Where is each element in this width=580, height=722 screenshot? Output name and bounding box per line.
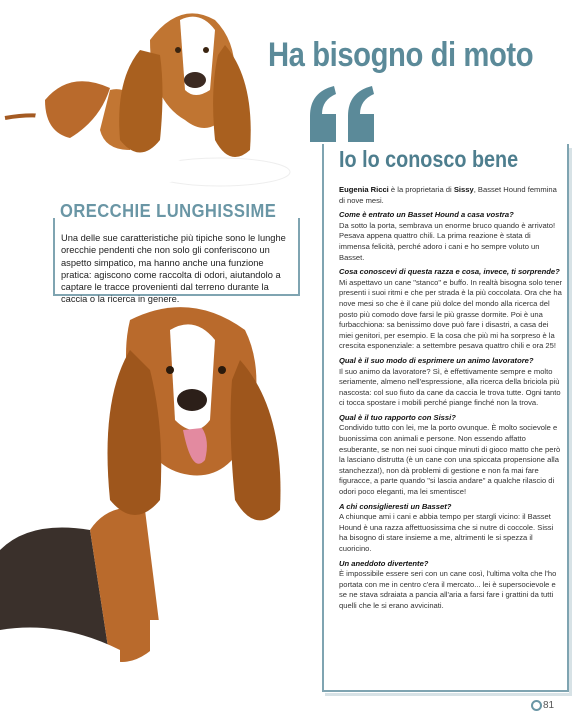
left-caption-title: ORECCHIE LUNGHISSIME <box>60 201 277 221</box>
interview-title: Io lo conosco bene <box>339 146 519 172</box>
question: Cosa conoscevi di questa razza e cosa, invece, ti sorprende? <box>339 267 560 277</box>
headline: Ha bisogno di moto <box>268 36 534 74</box>
question: Come è entrato un Basset Hound a casa vostra? <box>339 210 514 220</box>
question: Un aneddoto divertente? <box>339 558 429 568</box>
answer: A chiunque ami i cani e abbia tempo per stargli vicino: il Basset Hound è una razza affettuosissima che si nutre di coccole. Sissi ha bisogno di stare insieme a me, altrimenti le si spezza il cuoricino. <box>339 512 554 553</box>
interview-intro: Eugenia Ricci è la proprietaria di Sissy, Basset Hound femmina di nove mesi. <box>339 185 557 205</box>
answer: Da sotto la porta, sembrava un enorme bruco quando è arrivato! Pesava appena quattro chili. La prima reazione è stata di immensa felicità, perché adoro i cani e ho sempre voluto un Basset. <box>339 220 556 262</box>
question: A chi consiglieresti un Basset? <box>339 501 452 511</box>
interview-content <box>339 185 563 612</box>
answer: Mi aspettavo un cane "stanco" e buffo. In realtà bisogna solo tener presenti i suoi ritmi e che per strada è la più coccolata. Ora che ha nove mesi so che è il cane più dolce del mondo alla ricerca del posto più comodo dove farsi le più grasse dormite. Poi è una furbacchiona: sa benissimo dove può fare i disastri, a casa dei miei genitori, per esempio. E la cosa che più mi ha sorpreso è la crescita esponenziale: a settembre pesava quattro chili e ora 25! <box>339 277 563 351</box>
question: Qual è il tuo rapporto con Sissi? <box>339 412 456 422</box>
answer: È impossibile essere seri con un cane così, l'ultima volta che l'ho portata con me in centro c'era il mercato... lei è supersocievole e se ne stava sdraiata a pancia all'aria a farsi fare i grattini da tutti quelli che le si erano avvicinati. <box>339 569 557 610</box>
question: Qual è il suo modo di esprimere un animo lavoratore? <box>339 355 534 365</box>
owner-name: Eugenia Ricci <box>339 185 389 194</box>
dog-name: Sissy <box>453 185 474 194</box>
quote-mark-icon <box>306 84 380 144</box>
left-caption-text: Una delle sue caratteristiche più tipiche sono le lunghe orecchie pendenti che non solo gli conferiscono un aspetto simpatico, ma hanno anche una funzione pratica: agiscono come raccolta di odori, aiutandolo a captare le tracce provenienti dal terreno durante la caccia o la ricerca in genere. <box>61 233 286 305</box>
answer: Il suo animo da lavoratore? Sì, è effettivamente sempre e molto seriamente, almeno nell'espressione, alla ricerca della briciola più nascosta: col suo fiuto da cane da caccia le trova tutte. Ogni tanto ci tocca spostare i mobili perché piange finché non la trova. <box>339 366 561 408</box>
magazine-logo-icon <box>531 700 542 711</box>
basset-hound-lying-image <box>0 0 300 200</box>
page-number: 81 <box>531 700 554 711</box>
answer: Condivido tutto con lei, me la porto ovunque. È molto socievole e buonissima con animali e persone. Non essendo affatto esuberante, se non nei suoi cinque minuti di gioco matto che però la lasciano distrutta (è un cane con una spiccata propensione alla stanchezza!), non dà problemi di gestione e non fa mai fare figuracce, a parte quando "si lascia andare" a qualche rilascio di odori poco eleganti, ma lei smentisce! <box>339 423 561 497</box>
basset-hound-sitting-image <box>0 300 330 722</box>
